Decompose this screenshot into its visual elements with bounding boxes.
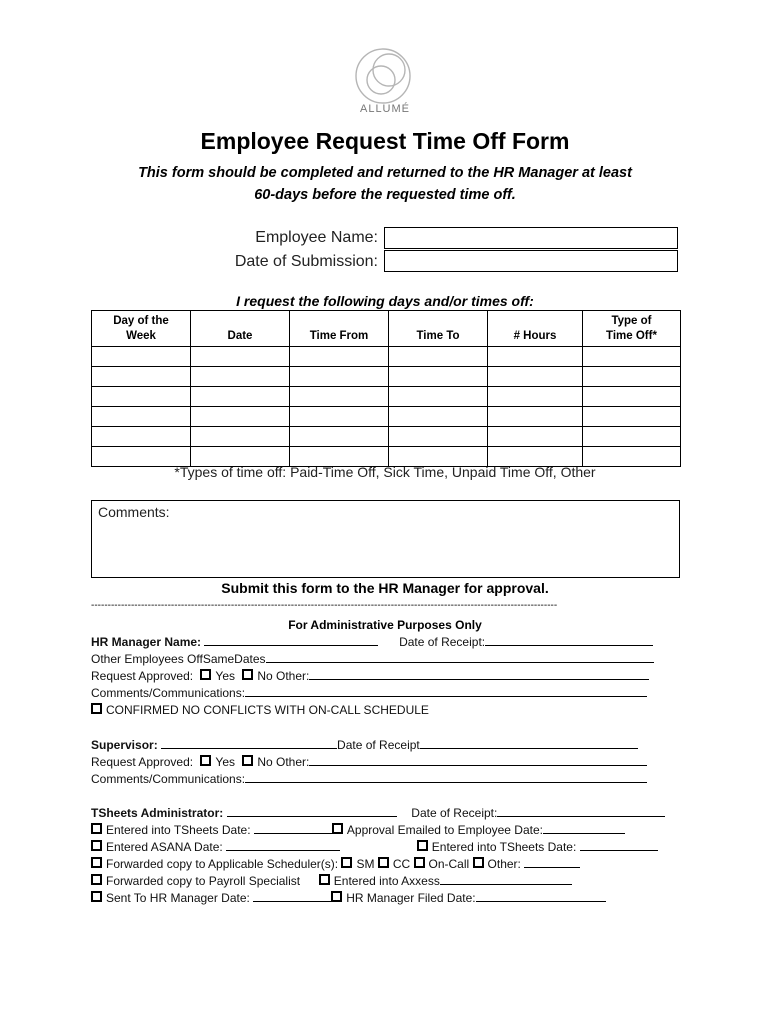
table-cell[interactable]: [191, 387, 290, 407]
tsheets-date-receipt-label: Date of Receipt:: [411, 806, 498, 820]
supervisor-date-receipt-label: Date of Receipt: [337, 738, 420, 752]
table-cell[interactable]: [389, 367, 488, 387]
supervisor-date-receipt-field[interactable]: [420, 737, 638, 749]
hr-comments-field[interactable]: [245, 685, 647, 697]
employee-name-label: Employee Name:: [255, 229, 378, 246]
tsheets-entered-line: [91, 822, 691, 838]
header-date: Date: [191, 311, 290, 347]
table-cell[interactable]: [583, 387, 681, 407]
comments-field[interactable]: [91, 500, 680, 578]
tsheets-admin-label: TSheets Administrator:: [91, 806, 224, 820]
header-type-line-2: Time Off*: [606, 330, 657, 342]
approval-emailed-label: Approval Emailed to Employee Date:: [346, 823, 543, 837]
sent-hr-label: Sent To HR Manager Date:: [106, 891, 250, 905]
hr-yes-label: Yes: [215, 669, 235, 683]
forwarded-scheduler-checkbox[interactable]: [91, 857, 102, 868]
hr-no-other-label: No Other:: [257, 669, 310, 683]
header-type-line-1: Type of: [611, 315, 652, 327]
table-row: [92, 347, 681, 367]
sent-hr-field[interactable]: [253, 890, 331, 902]
table-cell[interactable]: [191, 407, 290, 427]
header-hours: # Hours: [488, 311, 583, 347]
hr-date-receipt-label: Date of Receipt:: [399, 635, 486, 649]
sm-checkbox[interactable]: [341, 857, 352, 868]
hr-yes-checkbox[interactable]: [200, 669, 211, 680]
hr-manager-name-field[interactable]: [204, 634, 378, 646]
sm-label: SM: [356, 857, 375, 871]
forwarded-payroll-checkbox[interactable]: [91, 874, 102, 885]
request-heading: I request the following days and/or times off:: [236, 293, 534, 309]
on-call-checkbox[interactable]: [414, 857, 425, 868]
comments-label: Comments:: [98, 504, 170, 520]
table-cell[interactable]: [488, 367, 583, 387]
date-of-submission-field[interactable]: [384, 250, 678, 272]
header-time-to: Time To: [389, 311, 488, 347]
table-cell[interactable]: [389, 387, 488, 407]
table-cell[interactable]: [583, 347, 681, 367]
table-cell[interactable]: [290, 367, 389, 387]
other-checkbox[interactable]: [473, 857, 484, 868]
supervisor-comments-line: [91, 771, 691, 787]
table-cell[interactable]: [92, 347, 191, 367]
table-cell[interactable]: [290, 407, 389, 427]
table-cell[interactable]: [290, 347, 389, 367]
entered-tsheets-2-label: Entered into TSheets Date:: [431, 840, 577, 854]
table-cell[interactable]: [290, 427, 389, 447]
table-row: [92, 407, 681, 427]
hr-confirmed-checkbox[interactable]: [91, 703, 102, 714]
hr-other-employees-field[interactable]: [266, 651, 654, 663]
entered-asana-label: Entered ASANA Date:: [106, 840, 223, 854]
other-label: Other:: [487, 857, 521, 871]
entered-asana-checkbox[interactable]: [91, 840, 102, 851]
entered-asana-field[interactable]: [226, 839, 340, 851]
time-off-table: [91, 310, 681, 467]
table-cell[interactable]: [488, 407, 583, 427]
hr-request-approved-label: Request Approved:: [91, 669, 194, 683]
table-cell[interactable]: [92, 407, 191, 427]
tsheets-sent-hr-line: [91, 890, 691, 906]
table-cell[interactable]: [583, 427, 681, 447]
sent-hr-checkbox[interactable]: [91, 891, 102, 902]
subtitle-line-1: This form should be completed and returned to the HR Manager at least: [138, 165, 632, 181]
hr-date-receipt-field[interactable]: [485, 634, 653, 646]
entered-tsheets-checkbox[interactable]: [91, 823, 102, 834]
table-cell[interactable]: [191, 427, 290, 447]
supervisor-no-other-label: No Other:: [257, 755, 310, 769]
entered-axxess-field[interactable]: [440, 873, 572, 885]
table-cell[interactable]: [290, 387, 389, 407]
cc-label: CC: [392, 857, 411, 871]
table-header-row: [92, 311, 681, 347]
table-cell[interactable]: [191, 367, 290, 387]
hr-other-employees-label: Other Employees OffSameDates: [91, 652, 266, 666]
submit-note: Submit this form to the HR Manager for approval.: [221, 580, 549, 596]
supervisor-request-approved-label: Request Approved:: [91, 755, 194, 769]
table-cell[interactable]: [92, 427, 191, 447]
tsheets-asana-line: [91, 839, 691, 855]
tsheets-scheduler-line: [91, 856, 691, 872]
approval-emailed-field[interactable]: [543, 822, 625, 834]
hr-filed-label: HR Manager Filed Date:: [346, 891, 476, 905]
tsheets-admin-line: [91, 805, 691, 821]
hr-manager-line: [91, 634, 691, 650]
table-cell[interactable]: [583, 407, 681, 427]
hr-other-employees-line: [91, 651, 691, 667]
approval-emailed-checkbox[interactable]: [332, 823, 343, 834]
table-cell[interactable]: [389, 427, 488, 447]
supervisor-no-other-checkbox[interactable]: [242, 755, 253, 766]
hr-confirmed-label: CONFIRMED NO CONFLICTS WITH ON-CALL SCHEDULE: [106, 703, 429, 717]
date-of-submission-label: Date of Submission:: [234, 253, 378, 270]
supervisor-request-approved-line: [91, 754, 691, 770]
form-subtitle: [90, 162, 680, 206]
entered-axxess-checkbox[interactable]: [319, 874, 330, 885]
types-of-time-off-note: *Types of time off: Paid-Time Off, Sick Time, Unpaid Time Off, Other: [174, 464, 596, 480]
dashed-divider: --------------------------------------------------------------------------------------------------------------------------------------------: [91, 600, 558, 611]
hr-comments-label: Comments/Communications:: [91, 686, 246, 700]
table-cell[interactable]: [488, 427, 583, 447]
supervisor-comments-field[interactable]: [245, 771, 647, 783]
supervisor-comments-label: Comments/Communications:: [91, 772, 246, 786]
supervisor-line: [91, 737, 691, 753]
hr-filed-checkbox[interactable]: [331, 891, 342, 902]
hr-manager-label: HR Manager Name:: [91, 635, 202, 649]
table-row: [92, 367, 681, 387]
table-row: [92, 427, 681, 447]
header-type-of-time-off: [583, 311, 681, 347]
entered-tsheets-2-checkbox[interactable]: [417, 840, 428, 851]
employee-name-field[interactable]: [384, 227, 678, 249]
entered-tsheets-label: Entered into TSheets Date:: [106, 823, 251, 837]
supervisor-name-field[interactable]: [161, 737, 337, 749]
header-time-from: Time From: [290, 311, 389, 347]
other-field[interactable]: [524, 856, 580, 868]
cc-checkbox[interactable]: [378, 857, 389, 868]
table-cell[interactable]: [389, 407, 488, 427]
supervisor-yes-label: Yes: [215, 755, 235, 769]
hr-confirmed-line: [91, 702, 691, 718]
tsheets-date-receipt-field[interactable]: [497, 805, 665, 817]
forwarded-payroll-label: Forwarded copy to Payroll Specialist: [106, 874, 301, 888]
logo-text: ALLUMÉ: [359, 103, 411, 115]
supervisor-yes-checkbox[interactable]: [200, 755, 211, 766]
supervisor-label: Supervisor:: [91, 738, 158, 752]
table-cell[interactable]: [92, 367, 191, 387]
forwarded-scheduler-label: Forwarded copy to Applicable Scheduler(s):: [106, 857, 339, 871]
header-day-line-2: Week: [126, 330, 156, 342]
hr-no-other-checkbox[interactable]: [242, 669, 253, 680]
entered-tsheets-2-field[interactable]: [580, 839, 658, 851]
table-cell[interactable]: [583, 367, 681, 387]
table-cell[interactable]: [92, 387, 191, 407]
table-cell[interactable]: [389, 347, 488, 367]
hr-request-approved-line: [91, 668, 691, 684]
table-cell[interactable]: [191, 347, 290, 367]
subtitle-line-2: 60-days before the requested time off.: [254, 187, 516, 203]
hr-filed-field[interactable]: [476, 890, 606, 902]
table-cell[interactable]: [488, 347, 583, 367]
table-cell[interactable]: [488, 387, 583, 407]
tsheets-payroll-line: [91, 873, 691, 889]
hr-comments-line: [91, 685, 691, 701]
entered-axxess-label: Entered into Axxess: [333, 874, 440, 888]
header-day-of-week: [92, 311, 191, 347]
header-day-line-1: Day of the: [113, 315, 169, 327]
entered-tsheets-field[interactable]: [254, 822, 332, 834]
table-row: [92, 387, 681, 407]
on-call-label: On-Call: [428, 857, 470, 871]
admin-heading: For Administrative Purposes Only: [288, 618, 482, 632]
tsheets-admin-field[interactable]: [227, 805, 397, 817]
hr-no-other-field[interactable]: [309, 668, 649, 680]
supervisor-no-other-field[interactable]: [309, 754, 647, 766]
form-title: Employee Request Time Off Form: [200, 128, 570, 154]
